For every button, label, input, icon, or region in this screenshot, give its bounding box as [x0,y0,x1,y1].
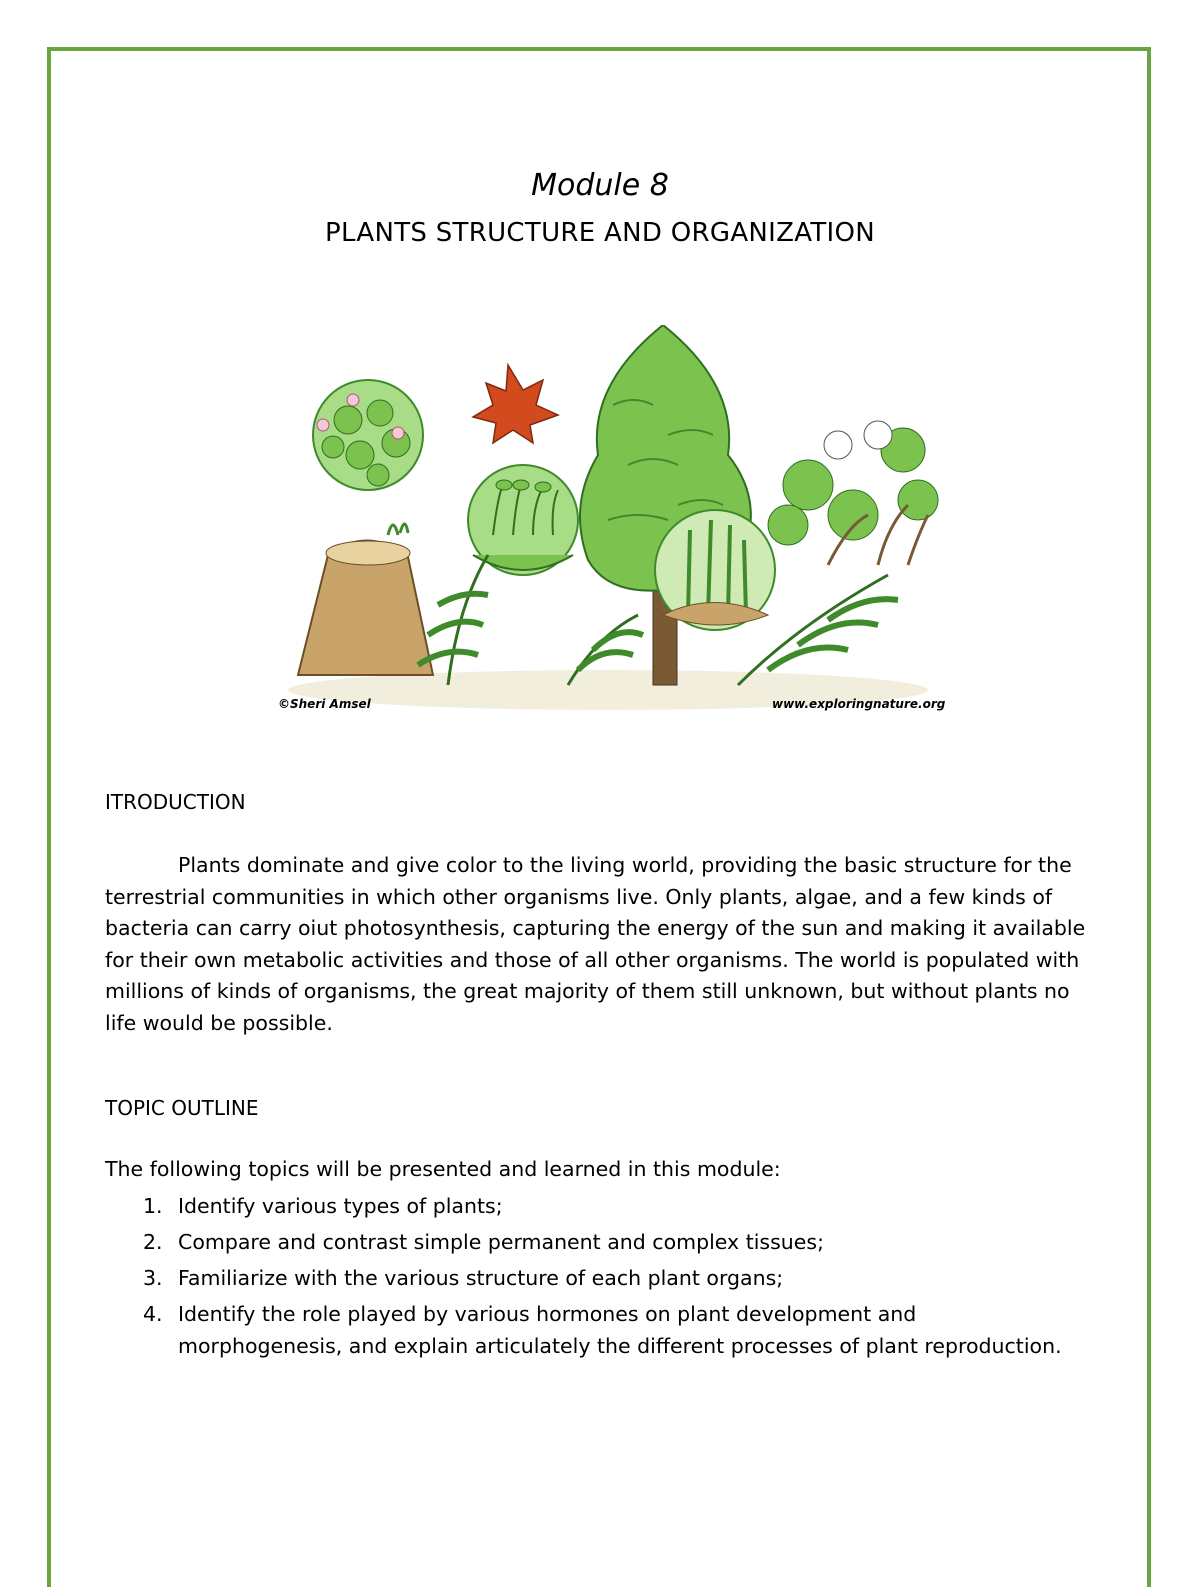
image-credit: ©Sheri Amsel [278,697,371,711]
introduction-paragraph: Plants dominate and give color to the living world, providing the basic structure for the terrestrial communities in which other organisms live. Only plants, algae, and a few kinds of bacteria can carry oiut photosynthesis, capturing the energy of the sun and making it available for their own metabolic activities and those of all other organisms. The world is populated with millions of kinds of organisms, the great majority of them still unknown, but without plants no life would be possible. [105,853,1086,1035]
list-item: 1. Identify various types of plants; [143,1194,503,1218]
page-title: PLANTS STRUCTURE AND ORGANIZATION [325,218,875,248]
tree-stump [298,524,433,675]
maple-leaf [473,365,558,443]
image-source-url: www.exploringnature.org [772,697,946,711]
topic-list [105,1190,1065,1366]
list-item: 4. Identify the role played by various hormones on plant development and morphogenesis, and explain articulately the different processes of plant reproduction. [143,1302,1062,1358]
horsetail-magnified-circle [655,510,775,630]
list-item: 3. Familiarize with the various structure of each plant organs; [143,1266,784,1290]
plants-illustration [268,325,948,720]
topic-outline-lead: The following topics will be presented and learned in this module: [105,1157,781,1181]
list-item: 2. Compare and contrast simple permanent and complex tissues; [143,1230,824,1254]
flowering-shrub [768,421,938,565]
conifer-tree [580,325,751,685]
introduction-heading: ITRODUCTION [105,790,246,814]
topic-outline-heading: TOPIC OUTLINE [105,1096,259,1120]
module-label: Module 8 [531,168,669,203]
moss-magnified-circle [313,380,423,490]
